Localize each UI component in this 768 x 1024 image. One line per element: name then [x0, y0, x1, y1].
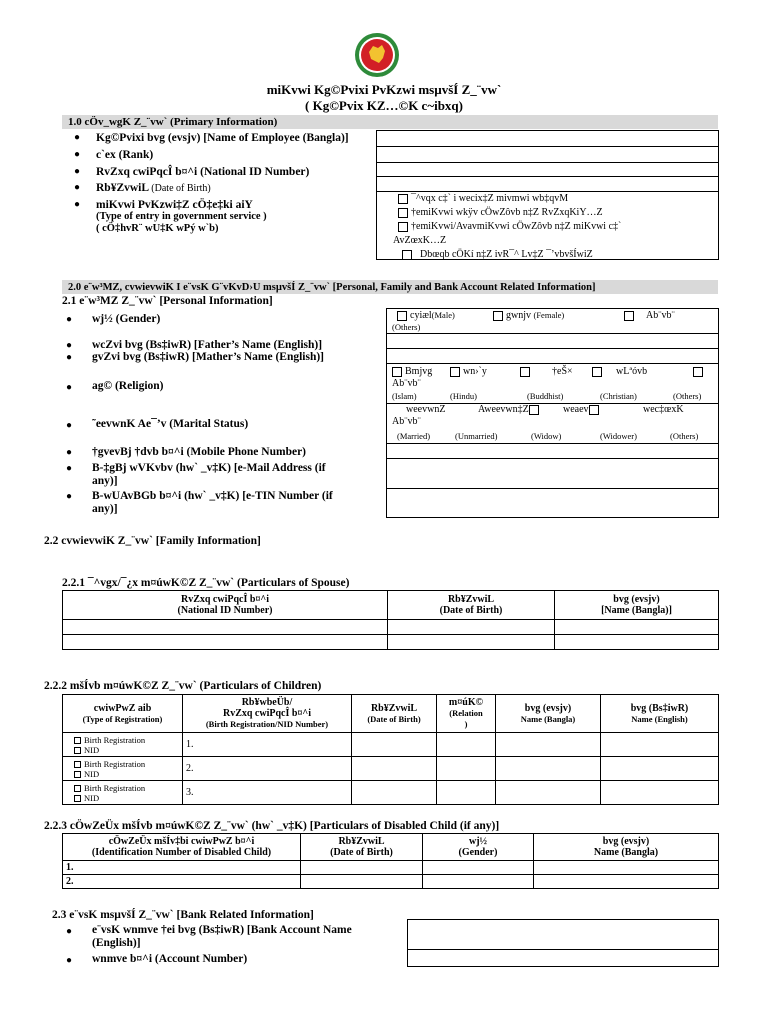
children-header-regno: Rb¥wbeÜb/ RvZxq cwiPqcÎ b¤^i (Birth Registration/NID Number) — [183, 695, 352, 733]
label-mobile: †gvevBj †dvb b¤^i (Mobile Phone Number) — [92, 446, 307, 458]
disabled-header-name: bvg (evsjv) Name (Bangla) — [534, 834, 719, 861]
children-header-relation: m¤úK© (Relation ) — [437, 695, 496, 733]
bullet: ● — [66, 420, 73, 431]
marital-en-other: (Others) — [670, 431, 699, 441]
label-etin-cont: any)] — [92, 503, 118, 515]
bullet: ● — [66, 314, 73, 325]
entry-option-1[interactable]: ¯^vqx c‡` i wecix‡Z mivmwi wb‡qvM — [398, 193, 568, 204]
etin-field[interactable] — [387, 489, 718, 517]
table-row: 1. — [63, 861, 719, 875]
account-number-field[interactable] — [408, 950, 718, 966]
rank-field[interactable] — [377, 147, 718, 161]
table-row: Birth Registration NID 1. — [63, 733, 719, 757]
nid-field[interactable] — [377, 163, 718, 175]
gender-option-other-en: (Others) — [392, 322, 421, 332]
label-entry-type-note: ( cÖ‡hvR¨ wU‡K wPý w`b) — [96, 223, 219, 234]
disabled-header-dob: Rb¥ZvwiL (Date of Birth) — [301, 834, 423, 861]
section-family-info: 2.2 cvwievwiK Z_¨vw` [Family Information] — [44, 535, 261, 547]
employee-name-field[interactable] — [377, 131, 718, 145]
label-email: B-‡gBj wVKvbv (hw` _v‡K) [e-Mail Address (if — [92, 462, 326, 474]
bullet: ● — [66, 340, 73, 351]
label-bank-account-name-cont: (English)] — [92, 937, 141, 949]
children-table — [62, 694, 719, 805]
label-etin: B-wUAvBGb b¤^i (hw` _v‡K) [e-TIN Number (if — [92, 490, 333, 502]
section-spouse: 2.2.1 ¯^vgx/¯¿x m¤úwK©Z Z_¨vw` (Particulars of Spouse) — [62, 577, 350, 589]
religion-en-buddhist: (Buddhist) — [527, 391, 564, 401]
email-field[interactable] — [387, 459, 718, 487]
bullet: ● — [74, 149, 81, 160]
section-children: 2.2.2 mšÍvb m¤úwK©Z Z_¨vw` (Particulars of Children) — [44, 680, 322, 692]
bank-account-name-field[interactable] — [408, 920, 718, 948]
label-email-cont: any)] — [92, 475, 118, 487]
bullet: ● — [66, 926, 73, 937]
label-account-number: wnmve b¤^i (Account Number) — [92, 953, 248, 965]
checkbox[interactable] — [493, 311, 503, 321]
marital-option-widow[interactable]: weaev — [563, 404, 602, 415]
checkbox[interactable] — [398, 222, 408, 232]
spouse-header-name: bvg (evsjv) [Name (Bangla)] — [555, 591, 719, 620]
mobile-field[interactable] — [387, 444, 718, 457]
marital-option-married[interactable]: weevwnZ — [406, 404, 446, 415]
children-header-type: cwiwPwZ aib (Type of Registration) — [63, 695, 183, 733]
religion-option-hindu[interactable]: wn›`y — [450, 366, 487, 377]
marital-other-label: Ab¨vb¨ — [392, 416, 421, 427]
children-header-name-en: bvg (Bs‡iwR) Name (English) — [601, 695, 719, 733]
children-header-name-bn: bvg (evsjv) Name (Bangla) — [496, 695, 601, 733]
bullet: ● — [74, 182, 81, 193]
father-name-field[interactable] — [387, 334, 718, 347]
mother-name-field[interactable] — [387, 349, 718, 362]
government-logo — [354, 32, 400, 78]
spouse-table — [62, 590, 719, 650]
label-mother-name: gvZvi bvg (Bs‡iwR) [Mather’s Name (English)] — [92, 351, 325, 363]
section-primary-info: 1.0 cÖv_wgK Z_¨vw` (Primary Information) — [62, 115, 718, 129]
spouse-header-dob: Rb¥ZvwiL (Date of Birth) — [388, 591, 555, 620]
label-dob: Rb¥ZvwiL (Date of Birth) — [96, 182, 211, 194]
form-subtitle: ( Kg©Pvix KZ…©K c~ibxq) — [305, 98, 463, 113]
marital-option-widower[interactable]: wec‡œxK — [643, 404, 684, 415]
marital-option-unmarried[interactable]: Aweevwn‡Z — [478, 404, 542, 415]
checkbox[interactable] — [529, 405, 539, 415]
checkbox[interactable] — [392, 367, 402, 377]
label-gender: wj½ (Gender) — [92, 313, 161, 325]
religion-other-label: Ab¨vb¨ — [392, 378, 421, 389]
section-personal-family-bank: 2.0 e¨w³MZ, cvwievwiK I e¨vsK G¨vKvD›U msµvšÍ Z_¨vw` [Personal, Family and Bank Account Related Information] — [62, 280, 718, 294]
entry-option-3-cont: AvZœxK…Z — [393, 235, 447, 246]
checkbox[interactable] — [589, 405, 599, 415]
label-religion: ag© (Religion) — [92, 380, 164, 392]
entry-option-2[interactable]: †emiKvwi wkÿv cÖwZôvb n‡Z RvZxqKiY…Z — [398, 207, 603, 218]
bangladesh-govt-seal-icon — [354, 32, 400, 78]
label-employee-name: Kg©Pvixi bvg (evsjv) [Name of Employee (Bangla)] — [96, 132, 349, 144]
bullet: ● — [74, 199, 81, 210]
section-personal-info: 2.1 e¨w³MZ Z_¨vw` [Personal Information] — [62, 295, 273, 307]
label-nid: RvZxq cwiPqcÎ b¤^i (National ID Number) — [96, 166, 310, 178]
gender-option-male[interactable]: cyiæl(Male) — [397, 310, 455, 321]
form-title: miKvwi Kg©Pvixi PvKzwi msµvšÍ Z_¨vw` — [266, 82, 502, 97]
label-rank: c`ex (Rank) — [96, 149, 154, 161]
spouse-header-nid: RvZxq cwiPqcÎ b¤^i (National ID Number) — [63, 591, 388, 620]
checkbox[interactable] — [397, 311, 407, 321]
label-father-name: wcZvi bvg (Bs‡iwR) [Father’s Name (English)] — [92, 339, 323, 351]
religion-option-buddhist[interactable]: †eŠ× — [520, 366, 573, 377]
religion-option-christian[interactable]: wLªóvb — [592, 366, 647, 377]
gender-option-female[interactable]: gwnjv (Female) — [493, 310, 564, 321]
table-row — [63, 620, 719, 635]
table-row: Birth Registration NID 2. — [63, 757, 719, 781]
label-entry-type-en: (Type of entry in government service ) — [96, 211, 267, 222]
bullet: ● — [66, 352, 73, 363]
bullet: ● — [66, 382, 73, 393]
marital-en-married: (Married) — [397, 431, 431, 441]
checkbox[interactable] — [624, 311, 634, 321]
checkbox[interactable] — [693, 367, 703, 377]
label-bank-account-name: e¨vsK wnmve †ei bvg (Bs‡iwR) [Bank Account Name — [92, 924, 352, 936]
checkbox[interactable] — [398, 208, 408, 218]
table-row: Birth Registration NID 3. — [63, 781, 719, 805]
label-marital-status: ˜eevwnK Ae¯’v (Marital Status) — [92, 418, 249, 430]
bullet: ● — [66, 447, 73, 458]
bullet: ● — [66, 463, 73, 474]
label-entry-type: miKvwi PvKzwi‡Z cÖ‡e‡ki aiY — [96, 199, 253, 211]
gender-option-other[interactable]: Ab¨vb¨ — [624, 310, 675, 321]
checkbox[interactable] — [398, 194, 408, 204]
checkbox[interactable] — [450, 367, 460, 377]
religion-en-hindu: (Hindu) — [450, 391, 477, 401]
entry-option-3[interactable]: †emiKvwi/AvavmiKvwi cÖwZôvb n‡Z miKvwi c‡` — [398, 221, 621, 232]
disabled-child-table — [62, 833, 719, 889]
checkbox[interactable] — [402, 250, 412, 260]
religion-option-islam[interactable]: Bmjvg — [392, 366, 432, 377]
bullet: ● — [74, 132, 81, 143]
bullet: ● — [66, 955, 73, 966]
entry-option-4[interactable]: Dbœqb cÖKí n‡Z ivR¯^ Lv‡Z ¯’vbvšÍwiZ — [402, 249, 593, 260]
marital-en-widower: (Widower) — [600, 431, 637, 441]
dob-field[interactable] — [377, 177, 718, 190]
marital-en-widow: (Widow) — [531, 431, 562, 441]
table-row — [63, 635, 719, 650]
bullet: ● — [74, 166, 81, 177]
disabled-header-gender: wj½ (Gender) — [423, 834, 534, 861]
section-bank-info: 2.3 e¨vsK msµvšÍ Z_¨vw` [Bank Related Information] — [52, 909, 314, 921]
religion-en-other: (Others) — [673, 391, 702, 401]
religion-en-christian: (Christian) — [600, 391, 637, 401]
religion-en-islam: (Islam) — [392, 391, 417, 401]
religion-option-other[interactable] — [693, 366, 706, 377]
checkbox[interactable] — [592, 367, 602, 377]
checkbox[interactable] — [520, 367, 530, 377]
marital-en-unmarried: (Unmarried) — [455, 431, 498, 441]
table-row: 2. — [63, 875, 719, 889]
children-header-dob: Rb¥ZvwiL (Date of Birth) — [352, 695, 437, 733]
section-disabled-child: 2.2.3 cÖwZeÜx mšÍvb m¤úwK©Z Z_¨vw` (hw` _v‡K) [Particulars of Disabled Child (if any)] — [44, 820, 500, 832]
bullet: ● — [66, 491, 73, 502]
disabled-header-id: cÖwZeÜx mšÍv‡bi cwiwPwZ b¤^i (Identification Number of Disabled Child) — [63, 834, 301, 861]
